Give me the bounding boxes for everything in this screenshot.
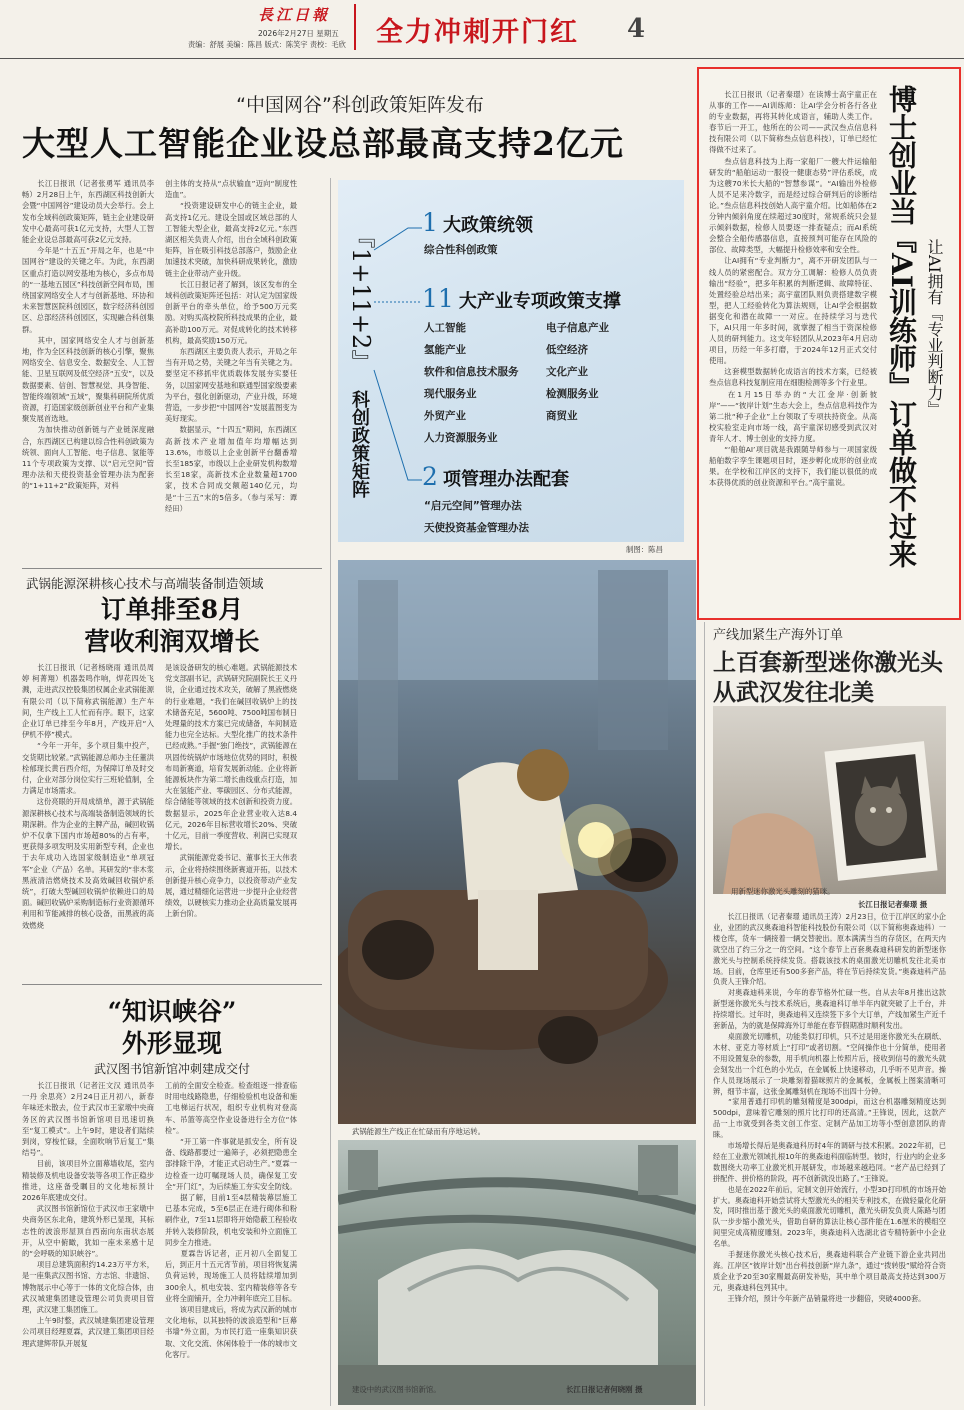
laser-photo-credit: 长江日报记者秦璟 摄 xyxy=(858,900,928,909)
boiler-top-rule xyxy=(22,568,322,569)
library-column-1: 长江日报讯（记者汪文汉 通讯员李一丹 余思亮）2月24日正月初八，新春年味还未散去，位于武汉市王家墩中央商务区的武汉图书馆新馆项目迅速切换至“复工模式”。上午9时，建设者们陆续到岗，穿梭忙碌，全面吹响节后复工“集结号”。 目前，该项目外立面幕墙收尾，室内精装修及机电设备安装等各项工作正稳步推进，这座备受瞩目的文化地标预计2026年底建成交付。 武汉图书馆新馆位于武汉市王家墩中央商务区东北角，建筑外形已显现，其标志性的波浪形屋顶自西南向东南状态展开，从空中俯瞰，犹如一座未来感十足的“会呼吸的知识峡谷”。 项目总建筑面积约14.23万平方米，是一座集武汉图书馆、方志馆、非遗馆、博物展示中心等于一体的文化综合体，由武汉城建集团建设管理公司负责项目管理，武汉建工集团施工。 上午9时整，武汉城建集团建设管理公司项目经理夏霖，武汉建工集团项目经理武建辉带队开展复 xyxy=(22,1081,154,1348)
header-rule xyxy=(0,58,964,59)
policy-item-1-title: 大政策统领 xyxy=(443,215,533,236)
boiler-headline-1: 订单排至8月 xyxy=(100,595,244,624)
column-divider-right xyxy=(704,622,705,1406)
policy-item-1 xyxy=(422,208,533,237)
banner-divider xyxy=(354,4,356,50)
library-column-2: 工前的全面安全检查。检查组逐一排查临时用电线路隐患，仔细检验机电设备和施工电梯运行状况，组织专业机构对登高车、吊篮等高空作业设备进行全方位“体检”。 “开工第一件事就是抓安全，所有设备、线路都要过一遍筛子，必须把隐患全部排除干净，才能正式启动生产。”夏霖一边检查一边叮嘱现场人员，确保复工安全“开门红”，为后续施工夯实安全防线。 据了解，目前1至4层精装幕层施工已基本完成，5至6层正在进行砌体和粉刷作业，7至11层即将开始隐蔽工程验收并转入装修阶段，机电安装和外立面施工同步全力推进。 夏霖告诉记者，正月初八全面复工后，到正月十五元宵节前，项目将恢复满负荷运转，现场施工人员将陆续增加到300余人，机电安装、室内精装修等各专业将全面铺开，全力冲刺年底完工目标。 该项目建成后，将成为武汉新的城市文化地标，以其独特的波浪造型和“巨幕书墙”外立面，为市民打造一座集知识获取、文化交流、休闲体验于一体的城市文化客厅。 xyxy=(165,1081,297,1359)
ai-story-subheadline: 让AI拥有『专业判断力』 xyxy=(925,239,944,417)
policy-item-2 xyxy=(422,284,621,313)
policy-item-3-sub-2: 天使投资基金管理办法 xyxy=(424,522,529,534)
laser-cat-photo xyxy=(713,706,946,894)
laser-photo-caption: 用新型迷你激光头雕刻的猫咪。 xyxy=(731,887,835,896)
welding-photo xyxy=(338,560,696,1124)
policy-item-3 xyxy=(422,462,569,491)
library-photo xyxy=(338,1140,696,1405)
column-divider-left xyxy=(330,178,331,1406)
dateline: 2026年2月27日 星期五 xyxy=(258,29,339,38)
industry-item: 现代服务业 xyxy=(424,388,477,400)
lead-column-2: 创主体的支持从“点状输血”迈向“制度性造血”。 “投资建设研发中心的链主企业，最高支持1亿元。建设全国或区域总部的人工智能大型企业，最高支持2亿元。”东西湖区相关负责人介绍，出台全域科创政策矩阵，旨在吸引科技总部落户，鼓励企业加速技术突破，加快科研成果转化，激励链主企业带动产业升级。 长江日报记者了解到，该区发布的全域科创政策矩阵还包括：对认定为国家级创新平台的牵头单位，给予500万元奖励。对购买高校院所科技成果的企业，最高补助100万元。对促成转化的技术转移机构，最高奖励150万元。 东西湖区主要负责人表示，开局之年当有开局之势，关键之年当有关键之为。要坚定不移抓牢优质载体发展夯实要任务，以国家网安基地和联通型国家级要素为平台，强化创新驱动，产业升级，环境营造，一步步把“中国网谷”发展蓝图变为美好现实。 数据显示，“十四五”期间，东西湖区高新技术产业增加值年均增幅达到13.6%，市级以上企业创新平台翻番增长至185家，市级以上企业研发机构数增长至18家，高新技术企业数量超1700家，技术合同成交额超140亿元，均是“十三五”末的5倍多。（参与采写：谭经田） xyxy=(165,179,297,513)
welding-photo-caption: 武锅能源生产线正在忙碌而有序地运转。 xyxy=(352,1127,486,1136)
library-scene-graphic xyxy=(338,1140,696,1405)
laser-kicker: 产线加紧生产海外订单 xyxy=(713,628,844,643)
policy-item-3-sub: “启元空间”管理办法 xyxy=(424,500,522,512)
library-headline-1: “知识峡谷” xyxy=(107,997,237,1026)
industry-item: 低空经济 xyxy=(546,344,588,356)
page-number: 4 xyxy=(627,14,646,44)
ai-story-box xyxy=(697,67,961,620)
library-photo-caption: 建设中的武汉图书馆新馆。 xyxy=(352,1385,441,1394)
policy-item-3-title: 项管理办法配套 xyxy=(443,469,569,490)
lead-headline: 大型人工智能企业设总部最高支持2亿元 xyxy=(22,124,624,163)
masthead-logo: 長江日報 xyxy=(258,6,331,24)
laser-headline-1: 上百套新型迷你激光头 xyxy=(713,649,943,676)
industry-item: 软件和信息技术服务 xyxy=(424,366,519,378)
boiler-headline-2: 营收利润双增长 xyxy=(84,627,260,656)
editors-line: 责编：舒展 美编：陈昌 版式：陈笑宇 责校：毛欣 xyxy=(188,40,346,49)
policy-item-1-sub: 综合性科创政策 xyxy=(424,244,498,256)
library-subhead: 武汉图书馆新馆冲刺建成交付 xyxy=(93,1062,250,1076)
policy-item-2-title: 大产业专项政策支撑 xyxy=(458,291,621,312)
industry-item: 文化产业 xyxy=(546,366,588,378)
policy-vertical-label-top: 『1+11+2』 xyxy=(347,224,375,374)
welding-scene-graphic xyxy=(338,560,696,1124)
policy-vertical-label-bottom: 科创政策矩阵 xyxy=(349,390,370,498)
lead-column-1: 长江日报讯（记者张勇军 通讯员李畅）2月28日上午，东西湖区科技创新大会暨“中国网谷”建设动员大会举行。会上发布全域科创政策矩阵，链主企业建设研发中心最高可获1亿元支持，大型人工智能企业设总部最高可获2亿元支持。 今年是“十五五”开局之年，也是“中国网谷”建设的关键之年。为此，东西湖区重点打造以网安基地为核心，多点布局的“一基地五园区”科技创新空间布局，围绕国家网络安全人才与创新基地、环协和未来智慧医院科创园区，数字经济科创园区、总部经济科创园区，实现融合科创集群。 其中，国家网络安全人才与创新基地，作为全区科技创新的核心引擎，聚焦网络安全、信息安全、数据安全、人工智能、卫星互联网及低空经济“五安”，以及数据要素、信创、智慧视觉、具身智能、智能终端领域“五域”，聚集科研院所优质资源，打造国家级创新创业平台和产业集聚发展首选地。 为加快推动创新链与产业链深度融合，东西湖区已构建以综合性科创政策为统领、面向人工智能、电子信息、氢能等11个专项政策为支撑、以“启元空间”管理办法和天使投资基金管理办法为配套的“1+11+2”政策矩阵，对科 xyxy=(22,179,154,491)
policy-item-3-number: 2 xyxy=(422,462,438,491)
industry-item: 电子信息产业 xyxy=(546,322,609,334)
library-photo-credit: 长江日报记者何晓刚 摄 xyxy=(566,1385,643,1394)
ai-story-body: 长江日报讯（记者秦璟）在读博士高宇童正在从事的工作——AI训练师：让AI学会分析各行各业的专业数据，再将其转化成语言，辅助人类工作。春节后一开工，他所在的公司——武汉叁点信息科技有限公司（以下简称叁点信息科技），订单已经忙得做不过来了。 叁点信息科技为上海一家船厂一艘大件运输船研发的“船舶运动一服役一健康态势”评估系统，成为这艘70米长大船的“智慧参谋”。“AI输出外检修人员不足来冷数字，而是经过综合研判后的诊断结论。”叁点信息科技创始人高宇童介绍。比如船体在2分钟内倾斜角度在续超过30度时，常规系统只会显示倾斜数据，检修人员要逐一排查疑点；而AI系统会整合全船传感器信息，直接预判可能存在风险的部位、故障类型，大幅提升检修效率和安全性。 让AI拥有“专业判断力”，离不开研发团队与一线人员的紧密配合。双方分工调解：检修人员负责输出“经验”，把多年积累的判断逻辑、故障特征、处置经验总结出来；高宇童团队则负责搭建数字模型，把人工经验转化为算法规则，让AI学会根据数据变化和潜在故障一一对应。在持续学习与迭代下，AI只用一年多时间，就掌握了相当于资深检修人员的研判能力。这支年轻团队从2023年4月启动项目，历经一年多打磨，于2024年12月正式交付使用。 这套模型数据转化成语言的技术方案，已经被叁点信息科技复制应用在细胞检测等多个行业里。 在1月15日举办的“大江金岸·创新彼岸”——“彼岸计划”生态大会上，叁点信息科技作为第二批“种子企业”上台领取了专项扶持资金。从高校实验室走向市场一线，高宇童深切感受到武汉对青年人才、博士创业的支持力度。 “‘船舶AI’项目就是我跟随导师参与一项国家级船舶数字孪生课题项目时，逐步孵化成形的创业成果。在学校和江岸区的支持下，我们能以很低的成本获得优质的创业资源和平台。”高宇童说。 xyxy=(709,90,877,488)
policy-item-1-number: 1 xyxy=(422,208,438,237)
lead-kicker: “中国网谷”科创政策矩阵发布 xyxy=(236,94,484,116)
industry-item: 商贸业 xyxy=(546,410,578,422)
policy-item-2-number: 11 xyxy=(422,284,454,313)
boiler-kicker: 武锅能源深耕核心技术与高端装备制造领域 xyxy=(26,576,264,591)
laser-headline-2: 从武汉发往北美 xyxy=(713,679,874,706)
laser-story-body: 长江日报讯（记者秦璟 通讯员王涛）2月23日，位于江岸区的家小企业，业团的武汉奥森迪科智能科技股份有限公司（以下简称奥森迪科）一楼仓库，货车一辆接着一辆交替驶出。原本满满当当的存货区，在两天内就空出了约三分之一的空间。“这个春节上百套奥森迪科研发的新型迷你激光头与控制系统持续发货。搭载该技术的桌面激光切雕机发往北美市场。目前，仓库里还有500多套产品，将在节后持续发货。”奥森迪科产品负责人王锋介绍。 对奥森迪科来说，今年的春节格外忙碌一些。自从去年8月推出这款新型迷你激光头与技术系统后，奥森迪科订单半年内就突破了上千台，并持续增长。过年时，奥森迪科又连续签下多个大订单，产线加紧生产近千套新品，为的就是保障海外订单能在春节假期准时顺利发出。 桌面激光切雕机，功能类似打印机，只不过是用迷你激光头在刷纸、木材、亚克力等材质上“打印”或者切割。“空间操作也十分简单，使用者不用设置复杂的参数，用手机向机器上传照片后，接收到信号的激光头就会刻发出一个红色的小光点，在金属板上快速移动，几乎听不见声音。操作人员现场展示了一块雕刻着猫咪照片的金属板，金属板上图案清晰可辨，细节丰富，这张金属雕刻机在现场不出四十分钟。 “家用普通打印机的雕刻精度是300dpi，而这台机器雕刻精度达到500dpi，意味着它雕刻的照片比打印的还高清。”王锋说，因此，这款产品一上市就受到各类文创工作室、定制产品加工坊等小型创意团队的青睐。 市场增长得后是奥森迪科历时4年的调研与技术积累。2022年初，已经在工业激光领域扎根10年的奥森迪科面临转型。彼时，行业内的企业多数围绕大功率工业激光机开展研发，市场越来越趋同。“老产品已经到了拼配件、拼价格的阶段，再不创新就没出路了。”王锋说。 也是在2022年前后，定制文创开始流行，小型3D打印机的市场开始扩大。奥森迪科开始尝试将大型激光头的相关专利技术，在做轻量化化研发，同时推出基于激光头的桌面激光切雕机，激光头研发负责人陈路与团队一步步缩小激光头，借助自研的算法让核心部件能在1.6厘米的模组空间里完成高精度雕刻。2023年，奥森迪科入选湖北省专精特新中小企业名单。 手握迷你激光头核心技术后，奥森迪科联合产业链下游企业共同出海。江岸区“彼岸计划”出台科技创新“岸九条”，通过“拨转股”赋给符合资质企业予20至30家赐最高研发补贴，其中单个项目最高支持达到300万元，奥森迪科包列其中。 王锋介绍，预计今年新产品销量将进一步翻倍，突破4000套。 xyxy=(713,912,946,1303)
industry-item: 人工智能 xyxy=(424,322,466,334)
page-banner: 全力冲刺开门红 xyxy=(376,17,579,48)
boiler-column-1: 长江日报讯（记者杨晓雨 通讯员周婷 柯菁翔）机器轰鸣作响，焊花四处飞溅，走进武汉控股集团权属企业武锅能源有限公司（以下简称武锅能源）生产车间，生产线上工人忙而有序。眼下，这家企业订单已排至今年8月，产线开启“入伊机不停”模式。 “今年一开年，多个项目集中投产，交货期比较紧。”武锅能源总师办主任董洪栓郁现长黄百西介绍，为保障订单及时交付，企业对部分岗位实行三班轮值制，全力满足市场需求。 这份亮眼的开局成绩单，源于武锅能源深耕核心技术与高端装备制造领域的长期深耕。作为企业的主脾产品，碱回收锅炉不仅拿下国内市场超80%的占有率，更获得多项发明及实用新型专利，企业也于去年成功入选国家级制造业“单项冠军”企业（产品）名单。其研发的“非木浆黑液清洁燃烧技术及高效碱回收锅炉系统”，打破大型碱回收锅炉依赖进口的局面。碱回收锅炉采购制造标行业资源循环利用和节能减排的核心设备，而黑液的高效燃烧 xyxy=(22,663,154,930)
boiler-column-2: 是该设备研发的核心难题。武锅能源技术党支部副书记，武锅研究院副院长王义丹说，企业通过技术攻关，破解了黑液燃烧的行业难题，“我们在碱回收锅炉上的技术储备充足，5600吨、7500吨国布制日处理量的技术方案已完成储备，车间制造能力也完全达标。大型化推广的技术条件已经成熟。”手握“独门绝技”，武锅能源在巩固传统锅炉市场地位优势的同时，积极布局新赛道，培育发展新动能。企业将新能源板块作为第二增长曲线重点打造，加大在氢能产业、零碳园区、分布式能源，综合储能等领域的技术创新和投资力度。数据显示，2025年企业营业收入达8.4亿元，2026年目标营收增长20%、突破十亿元，目前一季度营收、利润已实现双增长。 武锅能源党委书记、董事长王大伟表示，企业将持续围绕新赛道开拓，以技术创新提升核心竞争力，以投资带动产业发展，通过精细化运营进一步提升企业经营绩效，以硬核实力推动企业高质量发展再上新台阶。 xyxy=(165,663,297,919)
library-headline-2: 外形显现 xyxy=(121,1029,222,1058)
industry-item: 外贸产业 xyxy=(424,410,466,422)
library-top-rule xyxy=(22,984,322,985)
ai-story-headline: 博士创业当『AI训练师』订单做不过来 xyxy=(885,85,918,568)
industry-item: 检测服务业 xyxy=(546,388,599,400)
policy-panel xyxy=(338,180,684,542)
industry-item: 人力资源服务业 xyxy=(424,432,498,444)
engraved-cat-graphic xyxy=(713,706,946,894)
policy-credit: 制图：陈昌 xyxy=(626,545,663,554)
industry-item: 氢能产业 xyxy=(424,344,466,356)
